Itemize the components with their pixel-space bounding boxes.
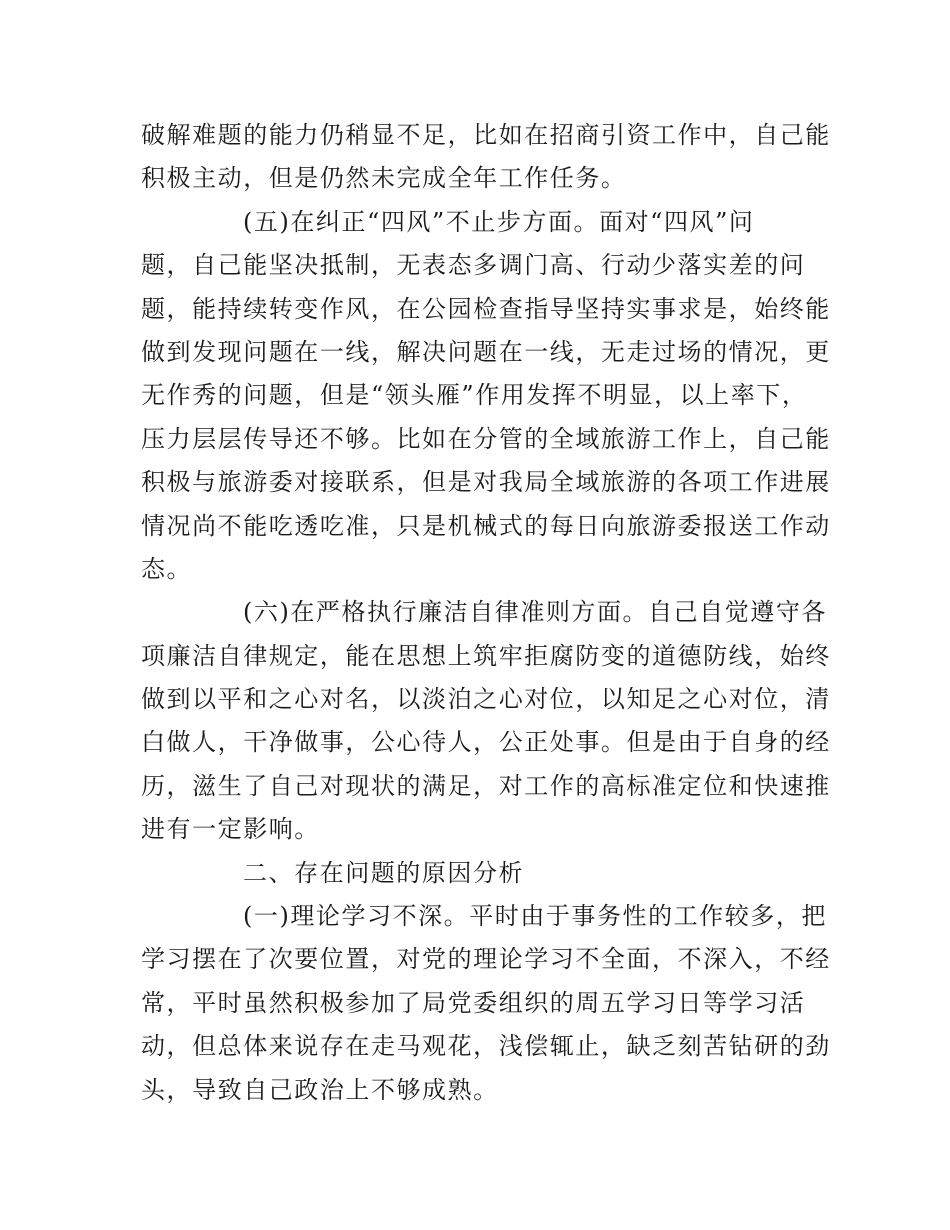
text-line: 常，平时虽然积极参加了局党委组织的周五学习日等学习活 <box>141 988 806 1017</box>
text-line: 态。 <box>141 554 193 583</box>
section-heading-one: (一)理论学习不深。平时由于事务性的工作较多，把 <box>243 902 827 931</box>
text-line: 做到发现问题在一线，解决问题在一线，无走过场的情况，更 <box>141 337 831 366</box>
text-line: 做到以平和之心对名，以淡泊之心对位，以知足之心对位，清 <box>141 685 831 714</box>
text-line: 题，自己能坚决抵制，无表态多调门高、行动少落实差的问 <box>141 251 806 280</box>
text-line: 积极与旅游委对接联系，但是对我局全域旅游的各项工作进展 <box>141 468 831 497</box>
text-line: 破解难题的能力仍稍显不足，比如在招商引资工作中，自己能 <box>141 121 831 149</box>
text-line: 白做人，干净做事，公心待人，公正处事。但是由于自身的经 <box>141 728 831 757</box>
chapter-heading-two: 二、存在问题的原因分析 <box>243 858 525 887</box>
text-line: 题，能持续转变作风，在公园检查指导坚持实事求是，始终能 <box>141 294 831 323</box>
text-line: 无作秀的问题，但是“领头雁”作用发挥不明显，以上率下， <box>141 381 808 410</box>
section-heading-five: (五)在纠正“四风”不止步方面。面对“四风”问 <box>243 207 755 236</box>
text-line: 压力层层传导还不够。比如在分管的全域旅游工作上，自己能 <box>141 424 831 453</box>
text-line: 项廉洁自律规定，能在思想上筑牢拒腐防变的道德防线，始终 <box>141 641 831 670</box>
text-line: 动，但总体来说存在走马观花，浅偿辄止，缺乏刻苦钻研的劲 <box>141 1032 831 1061</box>
section-heading-six: (六)在严格执行廉洁自律准则方面。自己自觉遵守各 <box>243 598 827 627</box>
text-line: 头，导致自己政治上不够成熟。 <box>141 1075 499 1104</box>
text-line: 历，滋生了自己对现状的满足，对工作的高标准定位和快速推 <box>141 771 831 800</box>
text-line: 学习摆在了次要位置，对党的理论学习不全面，不深入，不经 <box>141 945 831 974</box>
text-line: 情况尚不能吃透吃准，只是机械式的每日向旅游委报送工作动 <box>141 511 831 540</box>
document-body <box>141 114 831 1112</box>
text-line: 积极主动，但是仍然未完成全年工作任务。 <box>141 164 627 193</box>
text-line: 进有一定影响。 <box>141 815 320 844</box>
